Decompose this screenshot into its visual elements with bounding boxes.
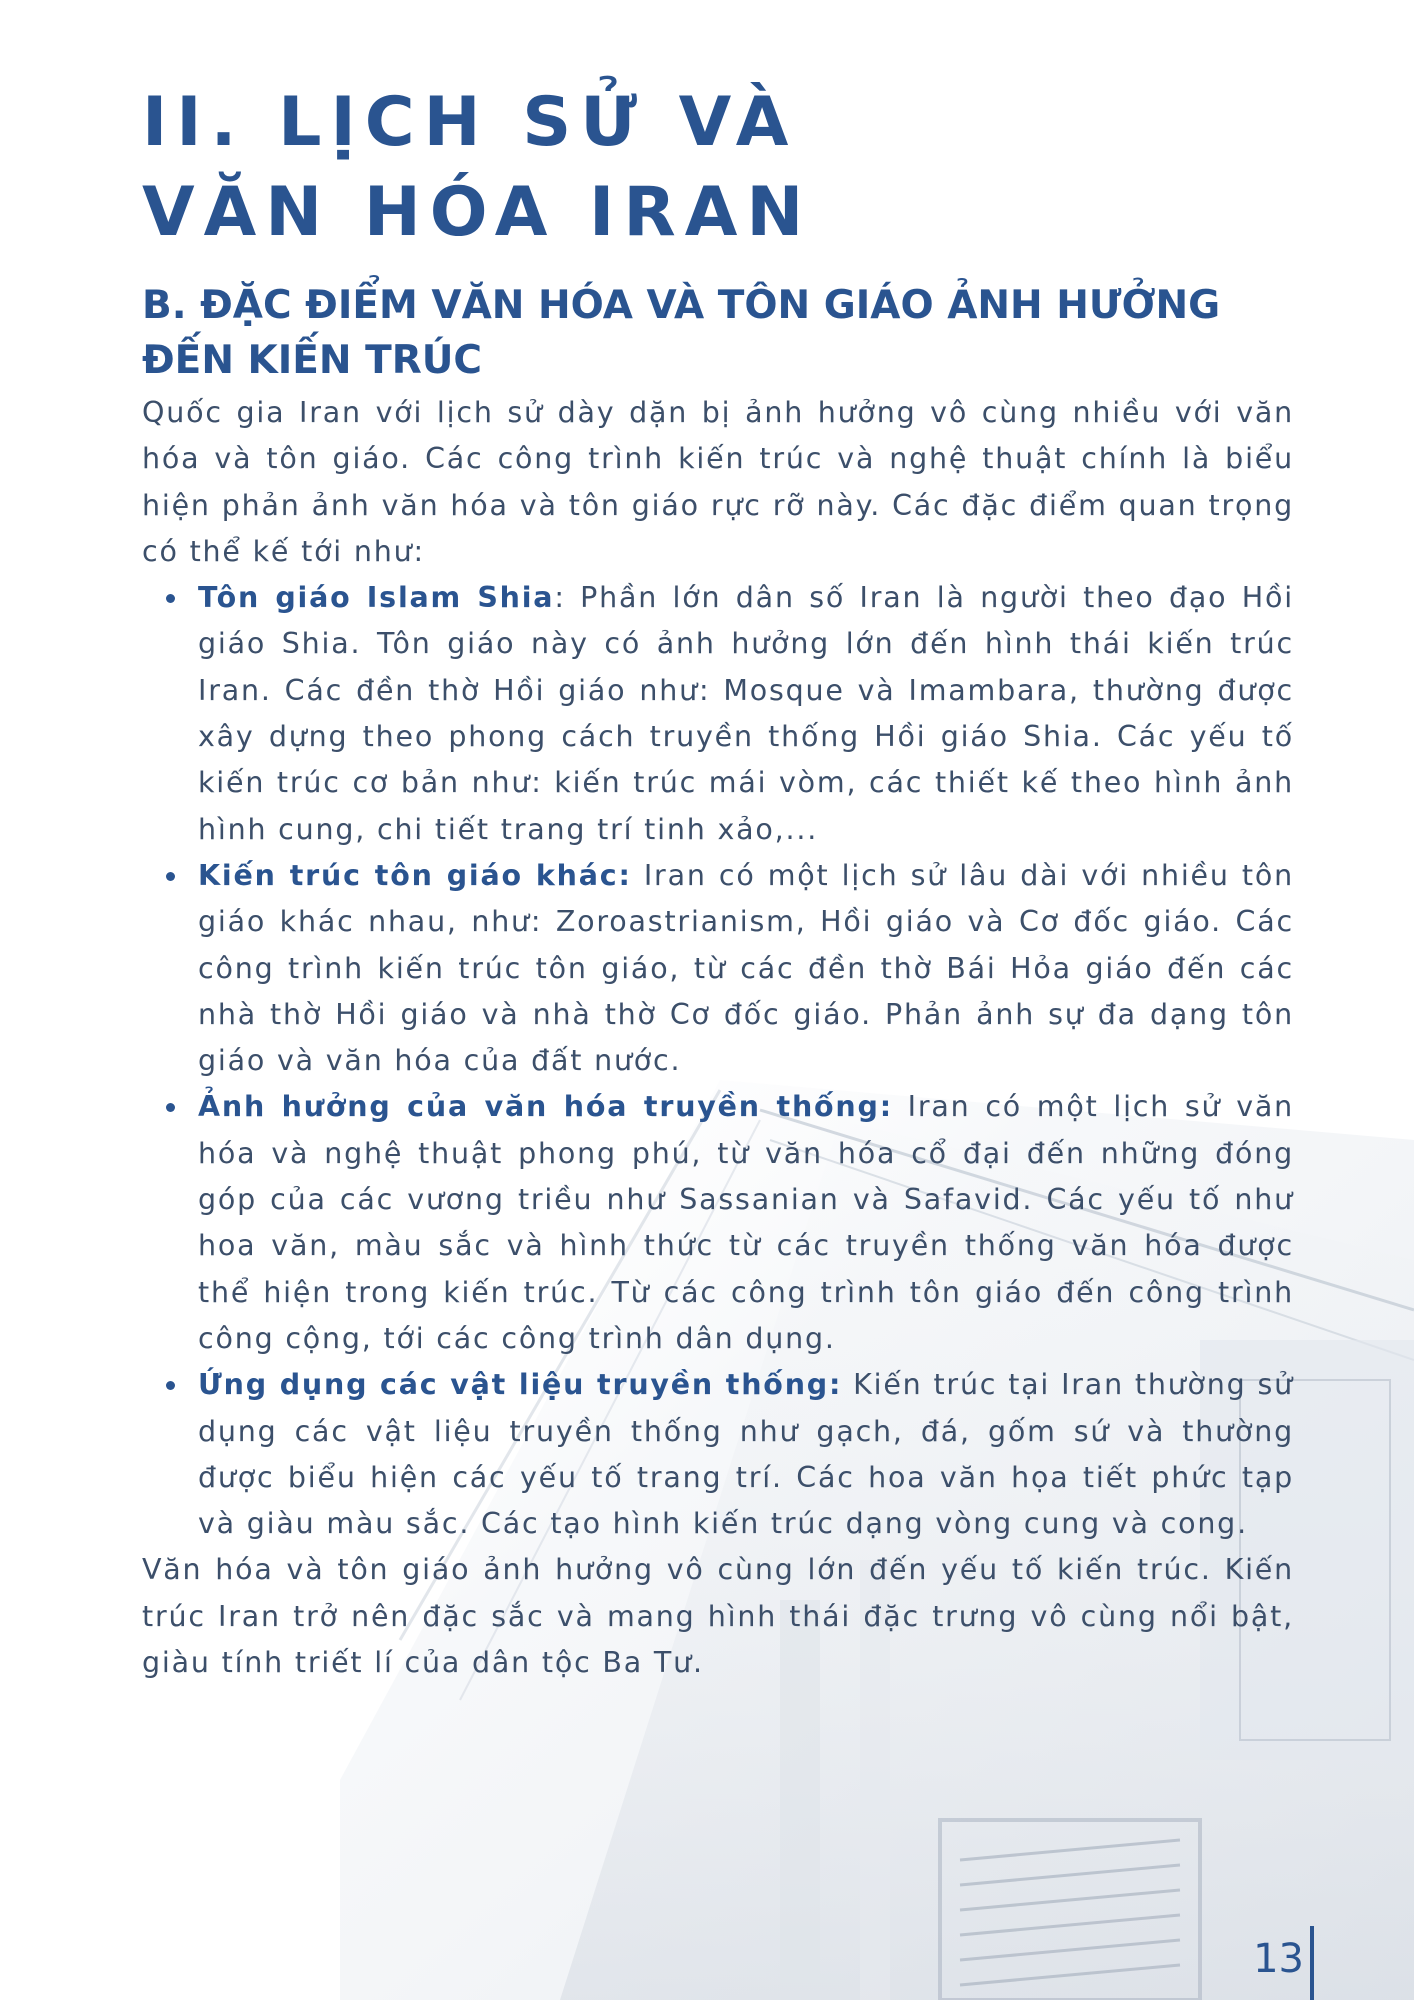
intro-paragraph: Quốc gia Iran với lịch sử dày dặn bị ảnh hưởng vô cùng nhiều với văn hóa và tôn giáo. Các công trình kiến trúc và nghệ thuật chính là biểu hiện phản ảnh văn hóa và tôn giáo rực rỡ này. Các đặc điểm quan trọng có thể kế tới như: [142,396,1294,568]
list-item-term: Tôn giáo Islam Shia [198,581,555,615]
page-content [142,78,1294,1686]
list-item-term: Kiến trúc tôn giáo khác: [198,858,632,892]
section-heading: B. ĐẶC ĐIỂM VĂN HÓA VÀ TÔN GIÁO ẢNH HƯỞNG ĐẾN KIẾN TRÚC [142,283,1221,383]
list-item-text: Iran có một lịch sử văn hóa và nghệ thuật phong phú, từ văn hóa cổ đại đến những đóng góp của các vương triều như Sassanian và Safavid. Các yếu tố như hoa văn, màu sắc và hình thức từ các truyền thống văn hóa được thể hiện trong kiến trúc. Từ các công trình tôn giáo đến công trình công cộng, tới các công trình dân dụng. [198,1090,1294,1355]
list-item [198,1084,1294,1362]
list-item-text: Iran có một lịch sử lâu dài với nhiều tôn giáo khác nhau, như: Zoroastrianism, Hồi giáo và Cơ đốc giáo. Các công trình kiến trúc tôn giáo, từ các đền thờ Bái Hỏa giáo đến các nhà thờ Hồi giáo và nhà thờ Cơ đốc giáo. Phản ảnh sự đa dạng tôn giáo và văn hóa của đất nước. [198,858,1294,1078]
page-title-line-1: II. LỊCH SỬ VÀ [142,83,798,162]
list-item-text: : Phần lớn dân số Iran là người theo đạo Hồi giáo Shia. Tôn giáo này có ảnh hưởng lớn đến hình thái kiến trúc Iran. Các đền thờ Hồi giáo như: Mosque và Imambara, thường được xây dựng theo phong cách truyền thống Hồi giáo Shia. Các yếu tố kiến trúc cơ bản như: kiến trúc mái vòm, các thiết kế theo hình ảnh hình cung, chi tiết trang trí tinh xảo,... [198,581,1294,846]
bullet-icon [166,872,175,881]
list-item-text: Kiến trúc tại Iran thường sử dụng các vật liệu truyền thống như gạch, đá, gốm sứ và thường được biểu hiện các yếu tố trang trí. Các hoa văn họa tiết phức tạp và giàu màu sắc. Các tạo hình kiến trúc dạng vòng cung và cong. [198,1368,1294,1541]
list-item [198,575,1294,853]
bullet-icon [166,594,175,603]
list-item-term: Ứng dụng các vật liệu truyền thống: [198,1368,843,1402]
list-item-term: Ảnh hưởng của văn hóa truyền thống: [198,1090,893,1124]
conclusion-paragraph: Văn hóa và tôn giáo ảnh hưởng vô cùng lớn đến yếu tố kiến trúc. Kiến trúc Iran trở nên đặc sắc và mang hình thái đặc trưng vô cùng nổi bật, giàu tính triết lí của dân tộc Ba Tư. [142,1553,1294,1680]
page-number: 13 [1253,1936,1304,1982]
page-number-divider [1310,1926,1314,2000]
list-item [198,853,1294,1084]
bullet-icon [166,1103,175,1112]
bullet-icon [166,1381,175,1390]
page-title-line-2: VĂN HÓA IRAN [142,173,813,252]
list-item [198,1362,1294,1547]
feature-list [142,575,1294,1547]
page-title [142,78,1294,258]
